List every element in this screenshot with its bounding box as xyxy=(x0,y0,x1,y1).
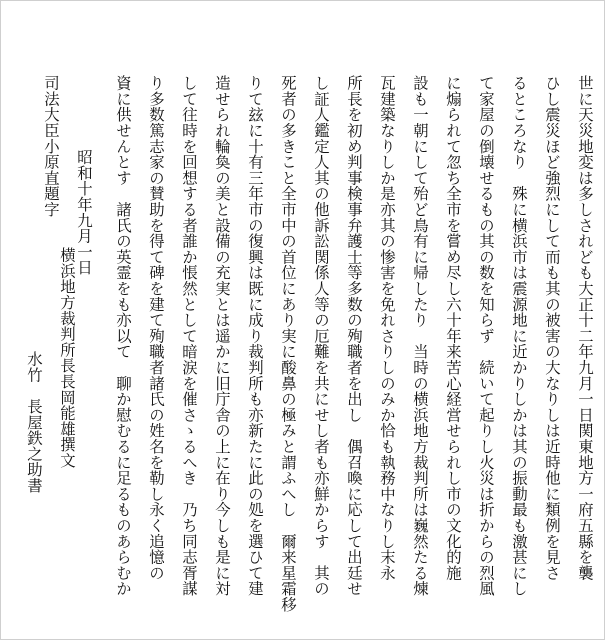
calligrapher-line: 水竹 長屋鉄之助書 xyxy=(25,351,43,494)
body-column-12: 造せられ輪奐の美と設備の充実とは遥かに旧庁舎の上に在り今しも是に対 xyxy=(213,75,231,597)
body-column-10: 死者の多きこと全市中の首位にあり実に酸鼻の極みと謂ふへし 爾来星霜移 xyxy=(279,75,297,613)
inscription-date: 昭和十年九月一日 xyxy=(75,149,93,276)
body-column-1: 世に天災地変は多しされども大正十二年九月一日関東地方一府五縣を襲 xyxy=(576,75,594,581)
body-column-3: るところなり 殊に横浜市は震源地に近かりしかは其の振動最も激甚にし xyxy=(510,75,528,597)
body-column-5: に煽られて忽ち全市を嘗め尽し六十年来苦心経営せられし市の文化的施 xyxy=(444,75,462,581)
judge-title-line: 司法大臣小原直題字 xyxy=(42,75,60,218)
author-line: 横浜地方裁判所長長岡能雄撰文 xyxy=(58,247,76,469)
body-column-14: り多数篤志家の賛助を得て碑を建て殉職者諸氏の姓名を勒し永く追憶の xyxy=(147,75,165,581)
body-column-6: 設も一朝にして殆ど鳥有に帰したり 当時の横浜地方裁判所は巍然たる煉 xyxy=(411,75,429,597)
body-column-15: 資に供せんとす 諸氏の英霊をも亦以て 聊か慰むるに足るものあらむか xyxy=(114,75,132,597)
body-column-4: て家屋の倒壊せるもの其の数を知らず 続いて起りし火災は折からの烈風 xyxy=(477,75,495,597)
body-column-7: 瓦建築なりしか是亦其の惨害を免れさりしのみか恰も執務中なりし末永 xyxy=(378,75,396,581)
body-column-8: 所長を初め判事検事弁護士等多数の殉職者を出し 偶召喚に応して出廷せ xyxy=(345,75,363,597)
body-column-13: して往時を回想する者誰か悵然として暗涙を催さゝるへき 乃ち同志胥謀 xyxy=(180,75,198,597)
body-column-9: し証人鑑定人其の他訴訟関係人等の厄難を共にせし者も亦鮮からす 其の xyxy=(312,75,330,597)
body-column-11: りて玆に十有三年市の復興は既に成り裁判所も亦新たに此の処を選ひて建 xyxy=(246,75,264,597)
body-column-2: ひし震災ほど強烈にして而も其の被害の大なりしは近時他に類例を見さ xyxy=(543,75,561,581)
